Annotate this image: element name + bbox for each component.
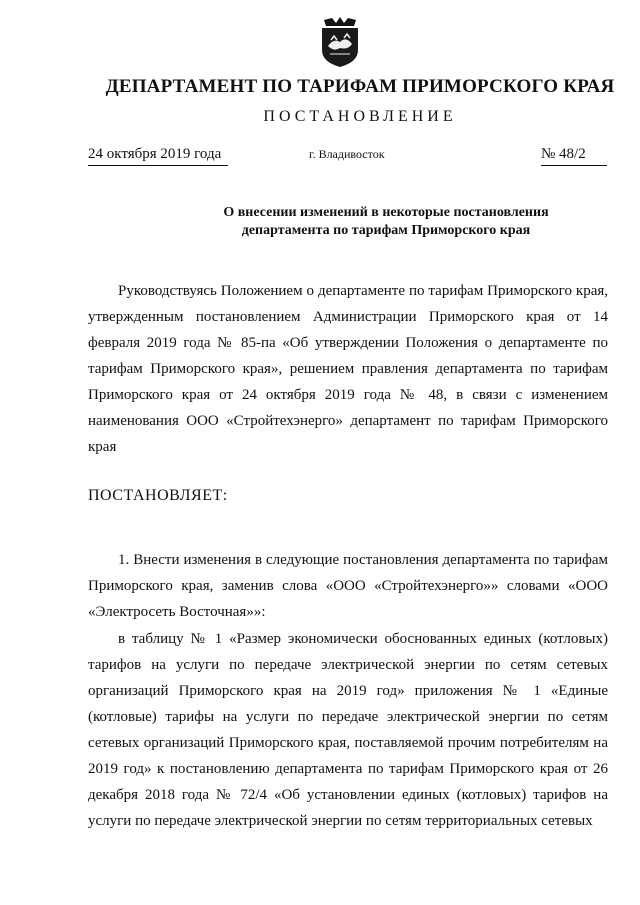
document-place: г. Владивосток [309, 147, 385, 161]
document-number: № 48/2 [541, 146, 607, 166]
department-title: ДЕПАРТАМЕНТ ПО ТАРИФАМ ПРИМОРСКОГО КРАЯ [105, 76, 615, 97]
resolves-heading: ПОСТАНОВЛЯЕТ: [88, 487, 228, 504]
subject-line-1: О внесении изменений в некоторые постановления [223, 205, 549, 220]
preamble-paragraph: Руководствуясь Положением о департаменте по тарифам Приморского края, утвержденным постановлением Администрации Приморского края от 14 февраля 2019 года № 85-па «Об утверждении Положения о департаменте по тарифам Приморского края», решением правления департамента по тарифам Приморского края от 24 октября 2019 года № 48, в связи с изменением наименования ООО «Стройтехэнерго» департамент по тарифам Приморского края [88, 283, 608, 455]
document-subject [88, 204, 608, 240]
document-date: 24 октября 2019 года [88, 146, 228, 166]
document-kind: ПОСТАНОВЛЕНИЕ [263, 108, 457, 125]
item-1-paragraph: 1. Внести изменения в следующие постановления департамента по тарифам Приморского края, заменив слова «ООО «Стройтехэнерго»» словами «ООО «Электросеть Восточная»»: [88, 552, 608, 620]
coat-of-arms-emblem [318, 16, 362, 68]
subject-line-2: департамента по тарифам Приморского края [241, 223, 531, 238]
item-1-sub-paragraph: в таблицу № 1 «Размер экономически обоснованных единых (котловых) тарифов на услуги по передаче электрической энергии по сетям сетевых организаций Приморского края на 2019 год» приложения № 1 «Единые (котловые) тарифы на услуги по передаче электрической энергии по сетям сетевых организаций Приморского края, поставляемой прочим потребителям на 2019 год» к постановлению департамента по тарифам Приморского края от 26 декабря 2018 года № 72/4 «Об установлении единых (котловых) тарифов на услуги по передаче электрической энергии по сетям территориальных сетевых [88, 631, 608, 829]
